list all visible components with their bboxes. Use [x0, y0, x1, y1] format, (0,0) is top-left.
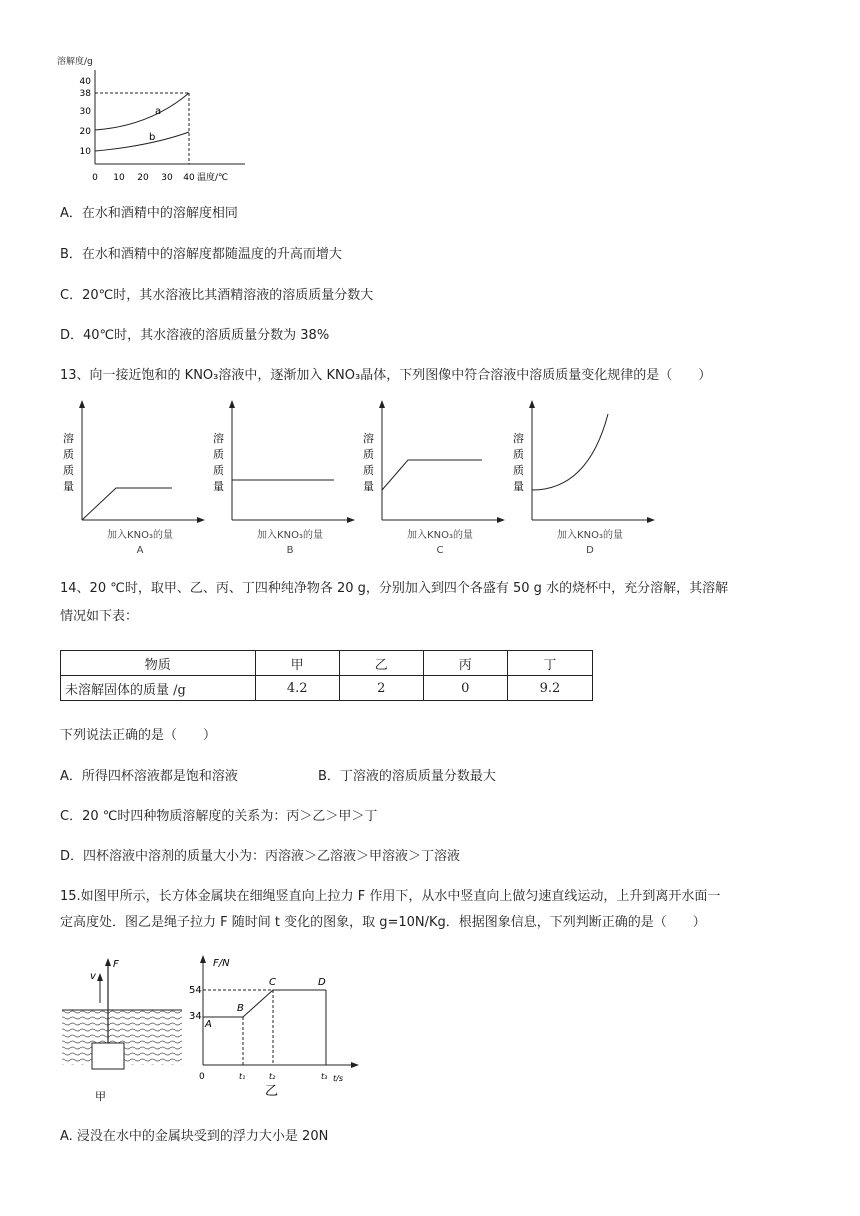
curve-b-label: b — [149, 132, 156, 143]
force-arrow-icon — [105, 958, 111, 966]
svg-text:B: B — [286, 545, 294, 556]
velocity-arrow-icon — [97, 973, 103, 981]
q14-option-c: C．20 ℃时四种物质溶解度的关系为：丙＞乙＞甲＞丁 — [60, 809, 378, 824]
svg-text:质: 质 — [363, 448, 374, 461]
q15-figure-jia — [60, 955, 185, 1105]
q13-graph-c — [358, 398, 508, 558]
table-header-cell: 乙 — [339, 651, 423, 676]
table-cell: 9.2 — [507, 676, 592, 701]
q13-graph-d — [508, 398, 658, 558]
table-header-row — [61, 651, 593, 676]
svg-text:F/N: F/N — [213, 958, 230, 969]
curve-a-label: a — [155, 106, 162, 117]
q15-figure-yi — [185, 955, 365, 1100]
force-time-curve — [203, 990, 326, 1017]
svg-text:加入KNO₃的量: 加入KNO₃的量 — [407, 530, 473, 541]
svg-text:t₃: t₃ — [321, 1072, 328, 1081]
x-tick-30: 30 — [161, 173, 173, 183]
svg-text:溶: 溶 — [513, 432, 524, 445]
x-tick-0: 0 — [92, 173, 98, 183]
svg-text:质: 质 — [513, 448, 524, 461]
x-tick-10: 10 — [113, 173, 125, 183]
q14-option-d: D．四杯溶液中溶剂的质量大小为：丙溶液＞乙溶液＞甲溶液＞丁溶液 — [60, 849, 461, 864]
q13-a-curve — [82, 488, 172, 520]
y-tick-10: 10 — [79, 147, 91, 157]
q12-option-b: B．在水和酒精中的溶解度都随温度的升高而增大 — [60, 247, 342, 262]
svg-text:0: 0 — [199, 1072, 205, 1082]
q13-graph-a — [58, 398, 208, 558]
svg-text:加入KNO₃的量: 加入KNO₃的量 — [107, 530, 173, 541]
metal-block — [92, 1043, 124, 1069]
svg-text:溶: 溶 — [213, 432, 224, 445]
q14-prompt: 下列说法正确的是（ ） — [60, 728, 217, 743]
q15-stem-line2: 定高度处．图乙是绳子拉力 F 随时间 t 变化的图象，取 g=10N/Kg．根据图象信息，下列判断正确的是（ ） — [60, 915, 706, 930]
svg-text:加入KNO₃的量: 加入KNO₃的量 — [557, 530, 623, 541]
table-cell: 0 — [423, 676, 507, 701]
svg-text:质: 质 — [363, 464, 374, 477]
y-tick-20: 20 — [79, 127, 91, 137]
svg-text:质: 质 — [63, 448, 74, 461]
q13-stem: 13、向一接近饱和的 KNO₃溶液中，逐渐加入 KNO₃晶体，下列图像中符合溶液中溶质质量变化规律的是（ ） — [60, 368, 712, 383]
svg-text:t₂: t₂ — [269, 1072, 276, 1081]
svg-text:A: A — [136, 545, 144, 556]
table-cell: 4.2 — [255, 676, 339, 701]
svg-text:溶: 溶 — [363, 432, 374, 445]
y-tick-30: 30 — [79, 107, 91, 117]
svg-text:t₁: t₁ — [239, 1072, 246, 1081]
svg-text:A: A — [205, 1019, 212, 1030]
q14-option-a: A．所得四杯溶液都是饱和溶液 — [60, 769, 238, 784]
svg-text:质: 质 — [213, 448, 224, 461]
svg-text:质: 质 — [513, 464, 524, 477]
y-tick-38: 38 — [79, 89, 91, 99]
svg-text:34: 34 — [189, 1011, 202, 1022]
label-v: v — [90, 971, 96, 982]
label-f: F — [113, 959, 119, 970]
svg-text:t/s: t/s — [333, 1074, 343, 1083]
svg-text:加入KNO₃的量: 加入KNO₃的量 — [257, 530, 323, 541]
q14-stem-line1: 14、20 ℃时，取甲、乙、丙、丁四种纯净物各 20 g，分别加入到四个各盛有 50 g 水的烧杯中，充分溶解，其溶解 — [60, 581, 729, 596]
table-header-cell: 丙 — [423, 651, 507, 676]
q13-d-curve — [532, 414, 608, 490]
svg-text:量: 量 — [363, 480, 374, 493]
table-header-cell: 甲 — [255, 651, 339, 676]
q15-stem-line1: 15.如图甲所示，长方体金属块在细绳竖直向上拉力 F 作用下，从水中竖直向上做匀速直线运动，上升到离开水面一 — [60, 889, 721, 904]
svg-text:溶: 溶 — [63, 432, 74, 445]
q14-table — [60, 650, 593, 701]
y-tick-40: 40 — [79, 77, 91, 87]
q12-option-d: D．40℃时，其水溶液的溶质质量分数为 38% — [60, 328, 330, 343]
svg-text:54: 54 — [189, 985, 202, 996]
q13-c-curve — [382, 460, 482, 490]
table-row — [61, 676, 593, 701]
svg-text:量: 量 — [63, 480, 74, 493]
q14-stem-line2: 情况如下表： — [60, 609, 139, 624]
svg-text:D: D — [586, 545, 594, 556]
table-cell: 2 — [339, 676, 423, 701]
q12-option-c: C．20℃时，其水溶液比其酒精溶液的溶质质量分数大 — [60, 288, 374, 303]
x-tick-40: 40 — [183, 173, 195, 183]
q13-graph-b — [208, 398, 358, 558]
table-header-cell: 物质 — [61, 651, 256, 676]
svg-text:量: 量 — [513, 480, 524, 493]
table-header-cell: 丁 — [507, 651, 592, 676]
curve-a — [95, 93, 189, 130]
svg-text:C: C — [269, 977, 276, 988]
x-tick-20: 20 — [137, 173, 149, 183]
svg-text:B: B — [237, 1003, 244, 1014]
curve-b — [95, 132, 189, 151]
caption-jia: 甲 — [95, 1090, 106, 1103]
svg-text:质: 质 — [63, 464, 74, 477]
svg-text:量: 量 — [213, 480, 224, 493]
svg-text:D: D — [318, 977, 326, 988]
x-axis-label: 温度/℃ — [197, 173, 229, 183]
q14-option-b: B．丁溶液的溶质质量分数最大 — [318, 769, 496, 784]
caption-yi: 乙 — [265, 1084, 279, 1099]
table-cell: 未溶解固体的质量 /g — [61, 676, 256, 701]
svg-text:质: 质 — [213, 464, 224, 477]
y-axis-label: 溶解度/g — [57, 57, 93, 67]
q15-option-a: A. 浸没在水中的金属块受到的浮力大小是 20N — [60, 1129, 329, 1144]
solubility-chart — [55, 52, 255, 187]
svg-text:C: C — [436, 545, 444, 556]
q12-option-a: A．在水和酒精中的溶解度相同 — [60, 206, 238, 221]
